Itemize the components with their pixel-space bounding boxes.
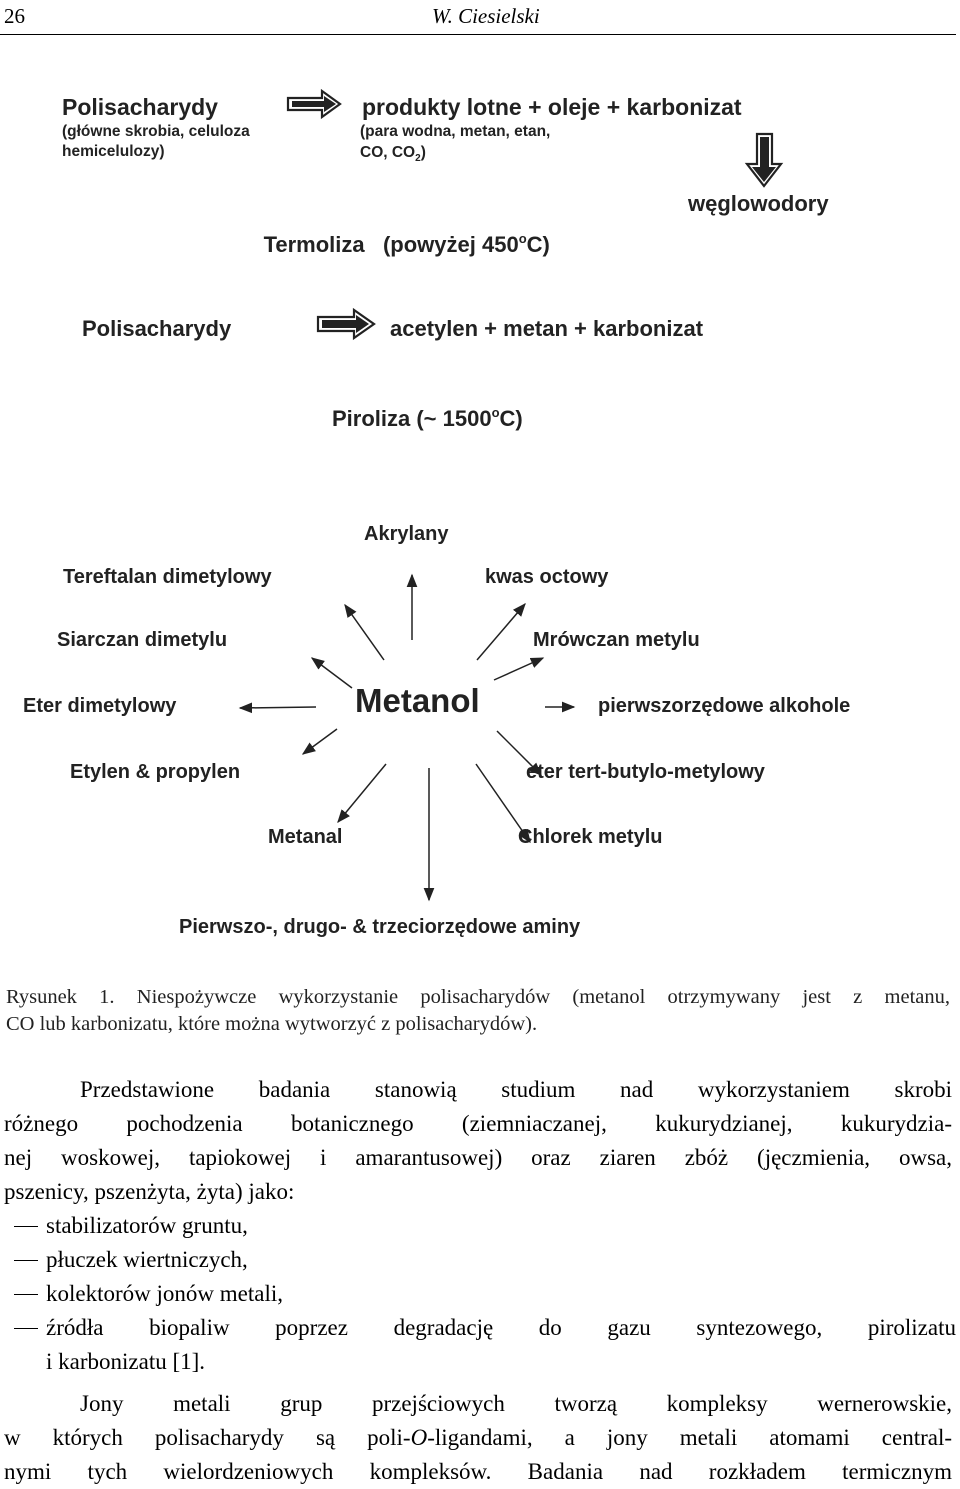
arrow-mrowczan xyxy=(494,658,543,680)
dash-bullet xyxy=(14,1294,38,1295)
running-head-author: W. Ciesielski xyxy=(432,4,540,28)
product-eter-tert: eter tert-butylo-metylowy xyxy=(526,761,765,783)
down-arrow xyxy=(747,134,781,186)
pyrolysis-label: Piroliza (~ 1500$^o$C) xyxy=(332,405,523,431)
methanol-center: Metanol xyxy=(355,682,480,719)
arrow-metanal xyxy=(338,764,386,822)
p2-line-3: nymi tych wielordzeniowych kompleksów. Badania nad rozkładem termicznym xyxy=(4,1459,952,1484)
figure-caption xyxy=(6,984,950,1038)
dash-bullet xyxy=(14,1328,38,1329)
paragraph-1 xyxy=(4,1073,952,1209)
thermolysis-products-note-2: CO, $CO_2$) xyxy=(360,144,426,164)
paragraph-2 xyxy=(4,1387,952,1489)
thermolysis-downstream: węglowodory xyxy=(688,191,829,216)
product-kwas-octowy: kwas octowy xyxy=(485,566,609,588)
product-metanal: Metanal xyxy=(268,826,343,848)
product-akrylany: Akrylany xyxy=(364,523,449,545)
product-chlorek: Chlorek metylu xyxy=(518,826,663,848)
product-tereftalan: Tereftalan dimetylowy xyxy=(63,566,272,588)
page-number: 26 xyxy=(4,4,25,28)
product-mrowczan: Mrówczan metylu xyxy=(533,629,700,651)
arrow-etylen xyxy=(303,729,337,754)
arrow-tereftalan xyxy=(345,605,384,660)
p1-line-4: pszenicy, pszenżyta, żyta) jako: xyxy=(4,1179,295,1204)
product-etylen: Etylen & propylen xyxy=(70,761,241,783)
pyrolysis-arrow xyxy=(318,310,374,338)
p2-line-1: Jony metali grup przejściowych tworzą kompleksy wernerowskie, xyxy=(80,1391,952,1416)
arrow-kwas-octowy xyxy=(477,604,525,660)
methanol-arrows xyxy=(240,575,574,900)
p1-line-1: Przedstawione badania stanowią studium nad wykorzystaniem skrobi xyxy=(80,1077,952,1102)
arrow-siarczan xyxy=(312,658,352,688)
dash-bullet xyxy=(14,1226,38,1227)
thermolysis-arrow xyxy=(288,91,340,117)
usage-list: stabilizatorów gruntu, płuczek wiertniczych, kolektorów jonów metali, źródła biopaliw poprzez degradację do gazu syntezowego, pirolizatu i karbonizatu [1]. xyxy=(4,1209,956,1379)
pyrolysis-reactant: Polisacharydy xyxy=(82,316,232,341)
caption-line-1: Rysunek 1. Niespożywcze wykorzystanie polisacharydów (metanol otrzymywany jest z metanu, xyxy=(6,986,950,1008)
dash-bullet xyxy=(14,1260,38,1261)
thermolysis-reactant: Polisacharydy xyxy=(62,94,218,120)
thermolysis-label: Termoliza (powyżej 450$^o$C) xyxy=(263,231,550,257)
thermolysis-reactant-note-1: (główne skrobia, celuloza xyxy=(62,123,250,140)
thermolysis-products: produkty lotne + oleje + karbonizat xyxy=(362,94,742,120)
thermolysis-products-note-1: (para wodna, metan, etan, xyxy=(360,123,551,140)
product-eter-dimetylowy: Eter dimetylowy xyxy=(23,695,177,717)
p1-line-3: nej woskowej, tapiokowej i amarantusowej) oraz ziaren zbóż (jęczmienia, owsa, xyxy=(4,1145,952,1170)
product-aminy: Pierwszo-, drugo- & trzeciorzędowe aminy xyxy=(179,916,581,938)
thermolysis-reactant-note-2: hemicelulozy) xyxy=(62,143,165,160)
p2-line-2: w których polisacharydy są poli-O-ligandami, a jony metali atomami central- xyxy=(4,1425,953,1450)
arrow-eter-dimetylowy xyxy=(240,707,316,708)
product-alkohole: pierwszorzędowe alkohole xyxy=(598,695,851,717)
product-siarczan: Siarczan dimetylu xyxy=(57,629,228,651)
caption-line-2: CO lub karbonizatu, które można wytworzyć z polisacharydów). xyxy=(6,1013,538,1035)
p1-line-2: różnego pochodzenia botanicznego (ziemniaczanej, kukurydzianej, kukurydzia- xyxy=(4,1111,952,1136)
pyrolysis-products: acetylen + metan + karbonizat xyxy=(390,316,704,341)
